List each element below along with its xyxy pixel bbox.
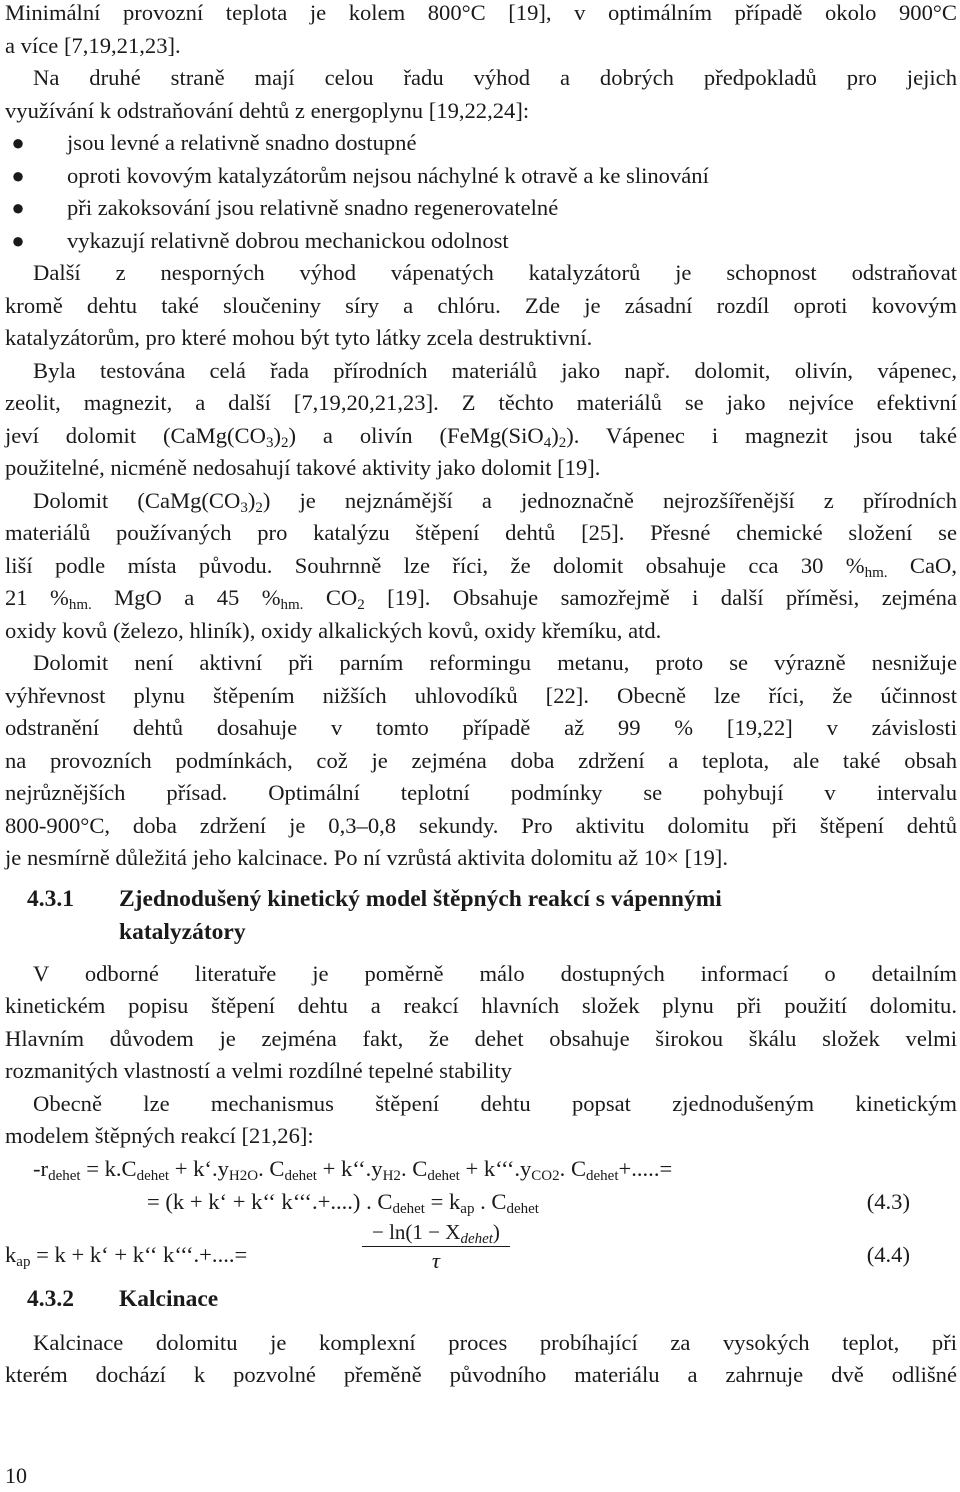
- text-line: jeví dolomit $(CaMg(CO_3)_2)$ a olivín $(FeMg(SiO_4)_2)$. Vápenec i magnezit jsou také: [5, 422, 957, 451]
- bullet-icon: ●: [11, 227, 25, 253]
- text-line: a více [7,19,21,23].: [5, 32, 181, 58]
- advantages-list: [5, 127, 957, 257]
- text-line: rozmanitých vlastností a velmi rozdílné tepelné stability: [5, 1058, 512, 1083]
- text-line: liší podle místa původu. Souhrnně lze říci, že dolomit obsahuje cca 30 $\%_{hm.}$ CaO,: [5, 552, 957, 581]
- equation-number: (4.4): [866, 1241, 910, 1267]
- text-line: kromě dehtu také sloučeniny síry a chlóru. Zde je zásadní rozdíl oproti kovovým: [5, 292, 957, 318]
- list-item: ● při zakoksování jsou relativně snadno regenerovatelné: [5, 192, 957, 225]
- equation-number: (4.3): [866, 1188, 910, 1214]
- equation-4-4: $k_{ap} = k$ + k‘ + k‘‘ k‘‘‘.+....= − $\ln(1 - X_{dehet})$ τ (4.4): [5, 1219, 910, 1273]
- text-line: Na druhé straně mají celou řadu výhod a dobrých předpokladů pro jejich: [33, 65, 957, 90]
- list-item: ● oproti kovovým katalyzátorům nejsou náchylné k otravě a ke slinování: [5, 160, 957, 193]
- paragraph-sulfur-chlorine: [5, 257, 957, 355]
- text-line: využívání k odstraňování dehtů z energoplynu [19,22,24]:: [5, 97, 530, 123]
- fraction: [362, 1219, 510, 1275]
- text-line: katalyzátorům, pro které mohou být tyto látky zcela destruktivní.: [5, 325, 593, 350]
- list-item: ● jsou levné a relativně snadno dostupné: [5, 127, 957, 160]
- text-line: Obecně lze mechanismus štěpení dehtu popsat zjednodušeným kinetickým: [33, 1090, 957, 1116]
- text-line: použitelné, nicméně nedosahují takové aktivity jako dolomit [19].: [5, 455, 601, 480]
- text-line: modelem štěpných reakcí [21,26]:: [5, 1123, 314, 1148]
- section-heading-4-3-1: [5, 883, 957, 949]
- section-heading-4-3-2: [5, 1283, 957, 1316]
- paragraph-literature: [5, 958, 957, 1088]
- text-line: 21 $\%_{hm.}$ MgO a 45 $\%_{hm.}$ $CO_2$ [19]. Obsahuje samozřejmě i další příměsi, zejména: [5, 585, 957, 613]
- text-line: 800-900°C, doba zdržení je 0,3–0,8 sekundy. Pro aktivitu dolomitu při štěpení dehtů: [5, 812, 957, 838]
- text-line: Minimální provozní teplota je kolem 800°C [19], v optimálním případě okolo 900°C: [5, 0, 957, 25]
- text-line: Dolomit $(CaMg(CO_3)_2)$ je nejznámější a jednoznačně nejrozšířenější z přírodních: [33, 487, 958, 516]
- paragraph-mechanism: [5, 1088, 957, 1153]
- list-item: ● vykazují relativně dobrou mechanickou odolnost: [5, 225, 957, 258]
- section-title: Zjednodušený kinetický model štěpných reakcí s vápennými katalyzátory: [119, 885, 722, 945]
- text-line: kinetickém popisu štěpení dehtu a reakcí hlavních složek plynu při použití dolomitu.: [5, 993, 957, 1018]
- text-line: materiálů používaných pro katalýzu štěpení dehtů [25]. Přesné chemické složení se: [5, 520, 957, 545]
- paragraph-advantages-intro: [5, 62, 957, 127]
- text-line: nejrůznějších přísad. Optimální teplotní podmínky se pohybují v intervalu: [5, 780, 957, 805]
- section-number: 4.3.2: [27, 1285, 74, 1312]
- text-line: Hlavním důvodem je zejména fakt, že dehet obsahuje širokou škálu složek velmi: [5, 1025, 957, 1051]
- page-number: 10: [5, 1463, 27, 1488]
- fraction-denominator: τ: [431, 1247, 440, 1273]
- text-line: Kalcinace dolomitu je komplexní proces probíhající za vysokých teplot, při: [33, 1329, 957, 1355]
- text-line: na provozních podmínkách, což je zejména doba zdržení a teplota, ale také obsah: [5, 747, 957, 773]
- paragraph-natural-materials: [5, 355, 957, 485]
- text-line: Dolomit není aktivní při parním reformingu metanu, proto se výrazně nesnižuje: [33, 650, 957, 675]
- bullet-icon: ●: [11, 130, 25, 155]
- fraction-numerator: − $\ln(1 - X_{dehet})$: [362, 1219, 510, 1247]
- bullet-icon: ●: [11, 162, 25, 188]
- document-page: [5, 0, 957, 1392]
- section-title: Kalcinace: [119, 1285, 219, 1312]
- paragraph-min-temperature: [5, 0, 957, 62]
- text-line: V odborné literatuře je poměrně málo dostupných informací o detailním: [33, 960, 957, 986]
- text-line: kterém dochází k pozvolné přeměně původního materiálu a zahrnuje dvě odlišné: [5, 1362, 957, 1387]
- paragraph-dolomite-composition: [5, 485, 957, 648]
- text-line: zeolit, magnezit, a další [7,19,20,21,23]. Z těchto materiálů se jako nejvíce efektivní: [5, 390, 957, 415]
- text-line: výhřevnost plynu štěpením nižších uhlovodíků [22]. Obecně lze říci, že účinnost: [5, 682, 957, 708]
- paragraph-dolomite-activity: [5, 647, 957, 875]
- text-line: je nesmírně důležitá jeho kalcinace. Po ní vzrůstá aktivita dolomitu až 10× [19].: [5, 845, 728, 870]
- text-line: odstranění dehtů dosahuje v tomto případě až 99 % [19,22] v závislosti: [5, 715, 957, 740]
- text-line: Další z nesporných výhod vápenatých katalyzátorů je schopnost odstraňovat: [33, 260, 957, 285]
- equation-4-3: = (k + k‘ + k‘‘ k‘‘‘.+....) . $C_{dehet} = k_{ap}$ . $C_{dehet}$ (4.3): [5, 1186, 957, 1219]
- paragraph-calcination: [5, 1327, 957, 1392]
- bullet-icon: ●: [11, 195, 25, 220]
- section-number: 4.3.1: [27, 885, 74, 912]
- text-line: Byla testována celá řada přírodních materiálů jako např. dolomit, olivín, vápenec,: [33, 357, 957, 383]
- text-line: oxidy kovů (železo, hliník), oxidy alkalických kovů, oxidy křemíku, atd.: [5, 617, 662, 643]
- equation-rate: $-r_{dehet} = k.C_{dehet}$ + $k‘.y_{H2O}$. $C_{dehet}$ + $k‘‘.y_{H2}$. $C_{dehet}$ + $k‘‘‘.y_{CO2}$. $C_{dehet}+.....=$: [33, 1155, 673, 1184]
